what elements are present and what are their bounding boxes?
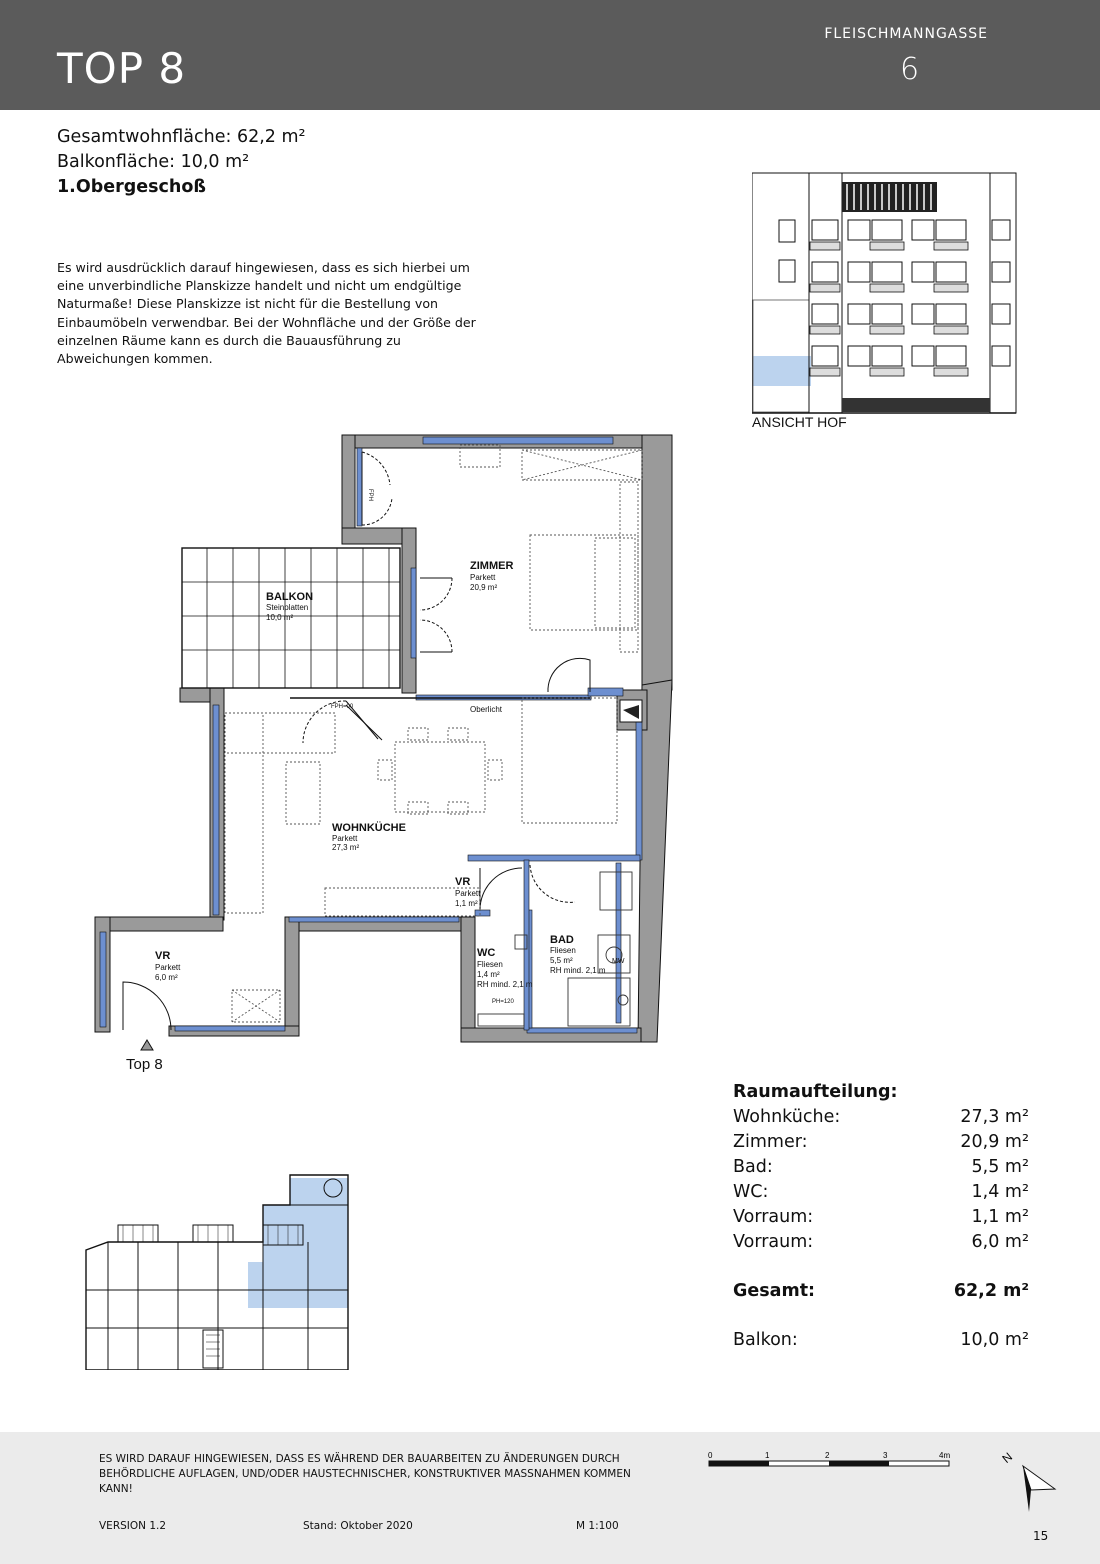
room-area-wohnkueche: 27,3 m² bbox=[332, 843, 360, 852]
room-area-zimmer: 20,9 m² bbox=[470, 583, 498, 592]
room-row: Zimmer: 20,9 m² bbox=[733, 1132, 1029, 1152]
room-name-vr-small: VR bbox=[455, 876, 471, 888]
room-floor-vr-small: Parkett bbox=[455, 889, 481, 898]
room-row: Vorraum: 1,1 m² bbox=[733, 1207, 1029, 1227]
wc-parapet-height: PH=120 bbox=[492, 999, 514, 1005]
room-name-balkon: BALKON bbox=[266, 591, 314, 603]
room-floor-bad: Fliesen bbox=[550, 946, 576, 955]
room-floor-wohnkueche: Parkett bbox=[332, 834, 358, 843]
room-row: WC: 1,4 m² bbox=[733, 1182, 1029, 1202]
room-total-row: Gesamt: 62,2 m² bbox=[733, 1281, 1029, 1301]
room-name-wohnkueche: WOHNKÜCHE bbox=[332, 822, 406, 834]
unit-title: TOP 8 bbox=[57, 44, 187, 93]
entrance-label: Top 8 bbox=[126, 1056, 163, 1073]
room-area-vr-entry: 6,0 m² bbox=[155, 973, 178, 982]
room-breakdown-title: Raumaufteilung: bbox=[733, 1082, 898, 1102]
street-name: FLEISCHMANNGASSE bbox=[824, 26, 988, 42]
room-row: Wohnküche: 27,3 m² bbox=[733, 1107, 1029, 1127]
north-label: N bbox=[999, 1449, 1016, 1466]
fph-door-label: FPH=00 bbox=[331, 704, 354, 710]
scale-tick-label: 2 bbox=[825, 1451, 830, 1460]
footer-notice: ES WIRD DARAUF HINGEWIESEN, DASS ES WÄHREND DER BAUARBEITEN ZU ÄNDERUNGEN DURCH BEHÖRDLICHE AUFLAGEN, UND/ODER HAUSTECHNISCHER, KONSTRUKTIVER MASSNAHMEN KOMMEN KANN! bbox=[99, 1453, 631, 1495]
floor-plan bbox=[90, 430, 680, 1080]
room-area-bad: 5,5 m² bbox=[550, 956, 573, 965]
room-row: Bad: 5,5 m² bbox=[733, 1157, 1029, 1177]
disclaimer-text: Es wird ausdrücklich darauf hingewiesen, dass es sich hierbei um eine unverbindliche Planskizze handelt und nicht um endgültige Naturmaße! Diese Planskizze ist nicht für die Bestellung von Einbaumöbeln verwendbar. Bei der Wohnfläche und der Größe der einzelnen Räume kann es durch die Bauausführung zu Abweichungen kommen. bbox=[57, 260, 476, 367]
room-name-bad: BAD bbox=[550, 934, 574, 946]
room-name-vr-entry: VR bbox=[155, 950, 171, 962]
room-name-wc: WC bbox=[477, 947, 496, 959]
room-floor-wc: Fliesen bbox=[477, 960, 503, 969]
room-height-bad: RH mind. 2,1 m bbox=[550, 966, 606, 975]
page-footer bbox=[0, 1432, 1100, 1564]
floor-level: 1.Obergeschoß bbox=[57, 177, 206, 197]
room-area-vr-small: 1,1 m² bbox=[455, 899, 478, 908]
room-balkon-row: Balkon: 10,0 m² bbox=[733, 1330, 1029, 1350]
room-area-wc: 1,4 m² bbox=[477, 970, 500, 979]
key-plan bbox=[78, 1170, 358, 1370]
oberlicht-label: Oberlicht bbox=[470, 705, 503, 714]
page-number: 15 bbox=[1033, 1529, 1049, 1543]
washing-machine-label: MW bbox=[612, 958, 625, 965]
house-number: 6 bbox=[900, 52, 920, 87]
room-breakdown bbox=[733, 1080, 1029, 1353]
scale-bar bbox=[705, 1435, 965, 1475]
scale-tick-label: 0 bbox=[708, 1451, 713, 1460]
balcony-area: Balkonfläche: 10,0 m² bbox=[57, 152, 250, 172]
elevation-label: ANSICHT HOF bbox=[752, 414, 847, 430]
room-floor-balkon: Steinplatten bbox=[266, 603, 309, 612]
fph-window-label: FPH bbox=[367, 489, 373, 501]
room-name-zimmer: ZIMMER bbox=[470, 560, 514, 572]
room-height-wc: RH mind. 2,1 m bbox=[477, 980, 533, 989]
scale-tick-label: 1 bbox=[765, 1451, 770, 1460]
area-summary bbox=[57, 125, 306, 200]
scale-label: M 1:100 bbox=[576, 1520, 619, 1532]
version-label: VERSION 1.2 bbox=[99, 1520, 167, 1532]
room-floor-vr-entry: Parkett bbox=[155, 963, 181, 972]
stand-date: Stand: Oktober 2020 bbox=[303, 1520, 413, 1532]
elevation-drawing bbox=[752, 170, 1022, 435]
scale-tick-label: 4m bbox=[939, 1451, 951, 1460]
room-row: Vorraum: 6,0 m² bbox=[733, 1232, 1029, 1252]
scale-tick-label: 3 bbox=[883, 1451, 888, 1460]
page-header bbox=[0, 0, 1100, 110]
room-floor-zimmer: Parkett bbox=[470, 573, 496, 582]
north-arrow-icon bbox=[995, 1444, 1065, 1514]
room-area-balkon: 10,0 m² bbox=[266, 613, 294, 622]
total-living-area: Gesamtwohnfläche: 62,2 m² bbox=[57, 127, 306, 147]
